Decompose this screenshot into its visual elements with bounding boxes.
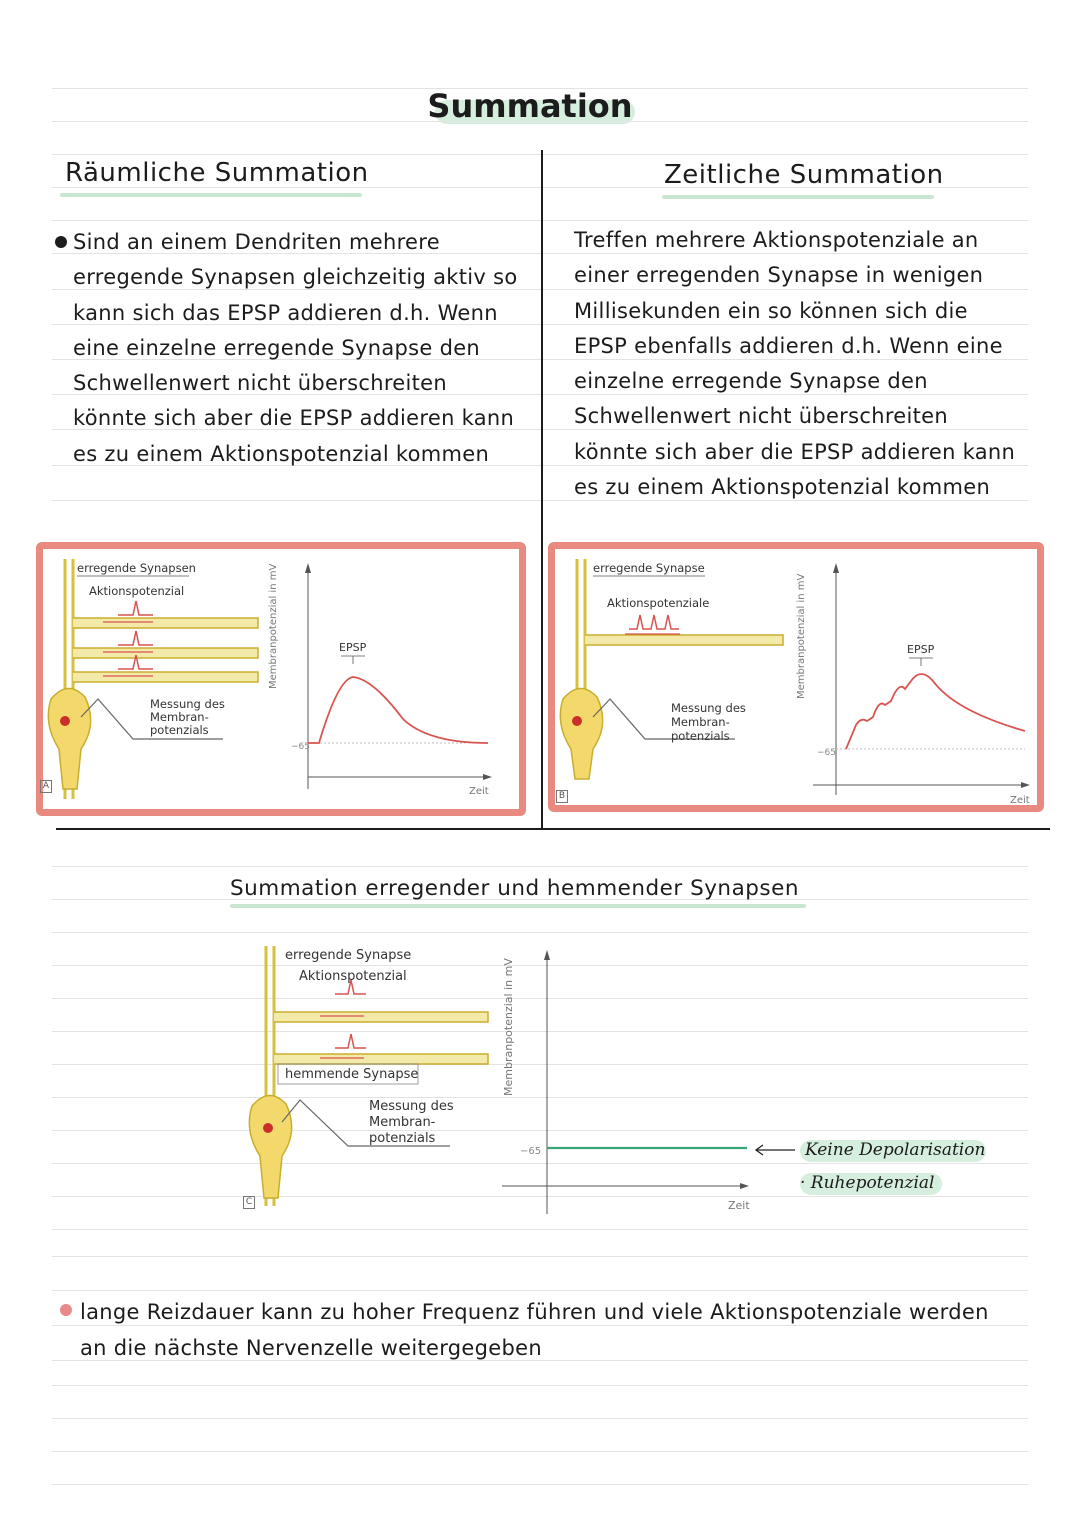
epsp-label-a: EPSP bbox=[339, 641, 367, 654]
measure-label-b-2: Membran- bbox=[671, 715, 730, 729]
measure-label-c-1: Messung des bbox=[369, 1099, 454, 1114]
note-resting-potential: · Ruhepotenzial bbox=[800, 1173, 935, 1193]
ap-mark-a-2 bbox=[118, 631, 153, 645]
nucleus-a bbox=[60, 716, 70, 726]
measure-label-a-3: potenzials bbox=[150, 723, 209, 737]
bottom-heading: Summation erregender und hemmender Synapsen bbox=[230, 876, 799, 901]
figure-a bbox=[36, 542, 526, 816]
epsp-bracket-a bbox=[341, 656, 365, 664]
measure-label-b-3: potenzials bbox=[671, 729, 730, 743]
nucleus-c bbox=[263, 1123, 273, 1133]
measure-label-c-2: Membran- bbox=[369, 1115, 436, 1130]
x-axis-a-arrow bbox=[483, 774, 492, 780]
ap-label-a: Aktionspotenzial bbox=[89, 584, 185, 598]
ap-label-b: Aktionspotenziale bbox=[607, 596, 710, 610]
y-axis-label-c: Membranpotenzial in mV bbox=[502, 958, 515, 1096]
y-axis-c-arrow bbox=[544, 950, 550, 960]
right-heading: Zeitliche Summation bbox=[664, 160, 944, 190]
rest-value-b: −65 bbox=[817, 748, 836, 758]
figure-a-diagram bbox=[43, 549, 519, 809]
x-axis-c-arrow bbox=[740, 1183, 749, 1189]
final-bullet bbox=[60, 1304, 72, 1316]
y-axis-b-arrow bbox=[833, 563, 839, 573]
y-axis-label-a: Membranpotenzial in mV bbox=[268, 563, 279, 689]
ap-label-c: Aktionspotenzial bbox=[299, 969, 407, 984]
x-axis-b-arrow bbox=[1021, 782, 1030, 788]
ap-mark-c-2 bbox=[335, 1034, 366, 1048]
x-axis-label-b: Zeit bbox=[1010, 795, 1030, 805]
figure-b-diagram bbox=[555, 549, 1037, 805]
figure-c-diagram bbox=[240, 936, 780, 1216]
dendrite-a-1 bbox=[73, 618, 258, 628]
left-paragraph: Sind an einem Dendriten mehrere erregende Synapsen gleichzeitig aktiv so kann sich das EPSP addieren d.h. Wenn eine einzelne erregende Synapse den Schwellenwert nicht überschreiten könnte sich aber die EPSP addieren kann es zu einem Aktionspotenzial kommen bbox=[73, 230, 518, 466]
epsp-curve-b bbox=[846, 674, 1025, 749]
dendrite-a-2 bbox=[73, 648, 258, 658]
synapse-label-a: erregende Synapsen bbox=[77, 561, 196, 575]
measure-label-a-2: Membran- bbox=[150, 710, 209, 724]
nucleus-b bbox=[572, 716, 582, 726]
figure-c-letter: C bbox=[243, 1196, 255, 1209]
epsp-curve-a bbox=[308, 677, 488, 743]
y-axis-a-arrow bbox=[305, 563, 311, 573]
figure-b-letter: B bbox=[556, 790, 568, 803]
figure-c bbox=[240, 936, 780, 1216]
dendrite-c-excit bbox=[274, 1012, 488, 1022]
left-bullet bbox=[55, 236, 67, 248]
dendrite-c-inhib bbox=[274, 1054, 488, 1064]
inhibit-label-c: hemmende Synapse bbox=[285, 1067, 419, 1082]
x-axis-label-a: Zeit bbox=[469, 786, 489, 797]
dendrite-b-1 bbox=[585, 635, 783, 645]
epsp-label-b: EPSP bbox=[907, 643, 935, 656]
figure-b bbox=[548, 542, 1044, 812]
figure-a-letter: A bbox=[40, 780, 52, 793]
section-divider bbox=[56, 828, 1050, 830]
ap-train-b bbox=[629, 615, 679, 629]
bottom-heading-underline bbox=[230, 904, 806, 908]
ap-mark-a-1 bbox=[118, 601, 153, 615]
rest-value-a: −65 bbox=[291, 742, 310, 752]
measure-label-b-1: Messung des bbox=[671, 701, 746, 715]
page-title bbox=[425, 86, 635, 126]
measure-label-c-3: potenzials bbox=[369, 1131, 436, 1146]
epsp-bracket-b bbox=[909, 658, 933, 666]
annotation-arrow bbox=[753, 1143, 797, 1157]
dendrite-a-3 bbox=[73, 672, 258, 682]
left-heading: Räumliche Summation bbox=[65, 158, 369, 188]
final-paragraph: lange Reizdauer kann zu hoher Frequenz führen und viele Aktionspotenziale werden an die nächste Nervenzelle weitergegeben bbox=[80, 1300, 989, 1360]
right-heading-underline bbox=[662, 195, 934, 199]
neuron-b-soma bbox=[560, 688, 602, 779]
x-axis-label-c: Zeit bbox=[728, 1199, 750, 1212]
rest-value-c: −65 bbox=[520, 1146, 542, 1157]
neuron-c-soma bbox=[249, 1095, 291, 1198]
synapse-label-b: erregende Synapse bbox=[593, 561, 705, 575]
left-heading-underline bbox=[60, 193, 362, 197]
right-paragraph: Treffen mehrere Aktionspotenziale an einer erregenden Synapse in wenigen Millisekunden ein so können sich die EPSP ebenfalls addieren d.h. Wenn eine einzelne erregende Synapse den Schwellenwert nicht überschreiten könnte sich aber die EPSP addieren kann es zu einem Aktionspotenzial kommen bbox=[574, 228, 1016, 500]
page-title-text: Summation bbox=[427, 87, 633, 125]
y-axis-label-b: Membranpotenzial in mV bbox=[796, 573, 807, 699]
neuron-a-soma bbox=[48, 688, 90, 789]
synapse-label-c: erregende Synapse bbox=[285, 948, 412, 963]
note-no-depolarisation: Keine Depolarisation bbox=[805, 1140, 986, 1160]
measure-label-a-1: Messung des bbox=[150, 697, 225, 711]
